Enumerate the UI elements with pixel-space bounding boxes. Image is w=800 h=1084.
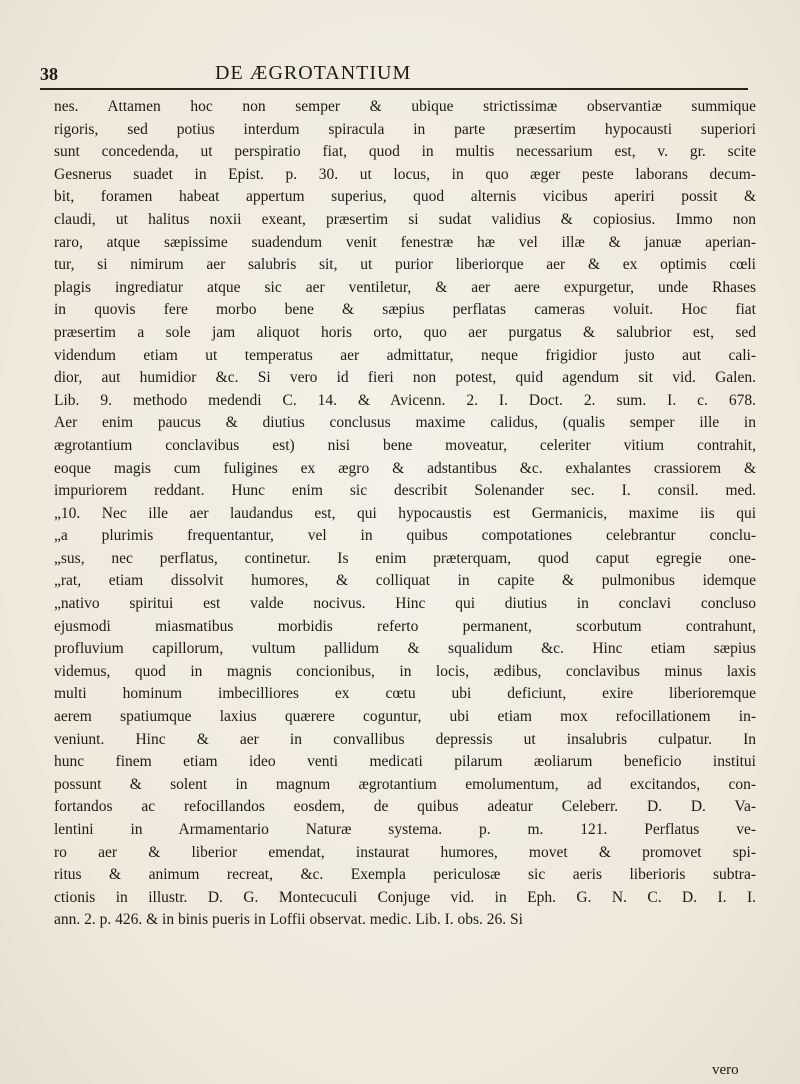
page-header [40, 62, 748, 90]
text-line: aerem spatiumque laxius quærere coguntur, ubi etiam mox refocillationem in- [54, 708, 756, 726]
text-line: tur, si nimirum aer salubris sit, ut purior liberiorque aer & ex optimis cœli [54, 256, 756, 274]
text-line: possunt & solent in magnum ægrotantium emolumentum, ad excitandos, con- [54, 775, 756, 793]
text-line: eoque magis cum fuligines ex ægro & adstantibus &c. exhalantes crassiorem & [54, 459, 756, 477]
text-line: plagis ingrediatur atque sic aer ventiletur, & aer aere expurgetur, unde Rhases [54, 278, 756, 296]
page-number: 38 [40, 64, 58, 84]
text-line: in quovis fere morbo bene & sæpius perflatas cameras voluit. Hoc fiat [54, 301, 756, 319]
text-line: bit, foramen habeat appertum superius, quod alternis vicibus aperiri possit & [54, 188, 756, 206]
text-line: veniunt. Hinc & aer in convallibus depressis ut insalubris culpatur. In [54, 730, 756, 748]
text-line: „nativo spiritui est valde nocivus. Hinc qui diutius in conclavi concluso [54, 595, 756, 613]
text-line: videmus, quod in magnis concionibus, in locis, ædibus, conclavibus minus laxis [54, 662, 756, 680]
text-line: „rat, etiam dissolvit humores, & colliquat in capite & pulmonibus idemque [54, 572, 756, 590]
text-line: præsertim a sole jam aliquot horis orto, quo aer purgatus & salubrior est, sed [54, 323, 756, 341]
text-line: profluvium capillorum, vultum pallidum & squalidum &c. Hinc etiam sæpius [54, 640, 756, 658]
text-line: ægrotantium conclavibus est) nisi bene moveatur, celeriter vitium contrahit, [54, 436, 756, 454]
text-line: Aer enim paucus & diutius conclusus maxime calidus, (qualis semper ille in [54, 414, 756, 432]
body-text [54, 96, 756, 932]
text-line: Lib. 9. methodo medendi C. 14. & Avicenn. 2. I. Doct. 2. sum. I. c. 678. [54, 391, 756, 409]
text-line: ann. 2. p. 426. & in binis pueris in Loffii observat. medic. Lib. I. obs. 26. Si [54, 911, 523, 929]
text-line: claudi, ut halitus noxii exeant, præsertim si sudat validius & copiosius. Immo non [54, 210, 756, 228]
text-line: ritus & animum recreat, &c. Exempla periculosæ sic aeris liberioris subtra- [54, 866, 756, 884]
text-line: „10. Nec ille aer laudandus est, qui hypocaustis est Germanicis, maxime iis qui [54, 504, 756, 522]
catchword: vero [712, 1062, 739, 1078]
text-line: videndum etiam ut temperatus aer admittatur, neque frigidior justo aut cali- [54, 346, 756, 364]
text-line: raro, atque sæpissime suadendum venit fenestræ hæ vel illæ & januæ aperian- [54, 233, 756, 251]
text-line: dior, aut humidior &c. Si vero id fieri non potest, quid agendum sit vid. Galen. [54, 369, 756, 387]
text-line: ejusmodi miasmatibus morbidis referto permanent, scorbutum contrahunt, [54, 617, 756, 635]
text-line: lentini in Armamentario Naturæ systema. p. m. 121. Perflatus ve- [54, 821, 756, 838]
text-line: Gesnerus suadet in Epist. p. 30. ut locus, in quo æger peste laborans decum- [54, 165, 756, 183]
text-line: rigoris, sed potius interdum spiracula in parte præsertim hypocausti superiori [54, 120, 756, 138]
text-line: „sus, nec perflatus, continetur. Is enim præterquam, quod caput egregie one- [54, 549, 756, 567]
text-line: sunt concedenda, ut perspiratio fiat, quod in multis necessarium est, v. gr. scite [54, 143, 756, 161]
running-head: DE ÆGROTANTIUM [215, 62, 412, 84]
text-line: nes. Attamen hoc non semper & ubique strictissimæ observantiæ summique [54, 98, 756, 115]
text-line: „a plurimis frequentantur, vel in quibus compotationes celebrantur conclu- [54, 527, 756, 545]
text-line: ro aer & liberior emendat, instaurat humores, movet & promovet spi- [54, 843, 756, 861]
text-line: multi hominum imbecilliores ex cœtu ubi deficiunt, exire liberioremque [54, 685, 756, 703]
text-line: impuriorem reddant. Hunc enim sic describit Solenander sec. I. consil. med. [54, 482, 756, 500]
text-line: hunc finem etiam ideo venti medicati pilarum æoliarum beneficio institui [54, 753, 756, 771]
text-line: fortandos ac refocillandos eosdem, de quibus adeatur Celeberr. D. D. Va- [54, 798, 756, 816]
text-line: ctionis in illustr. D. G. Montecuculi Conjuge vid. in Eph. G. N. C. D. I. I. [54, 888, 756, 906]
